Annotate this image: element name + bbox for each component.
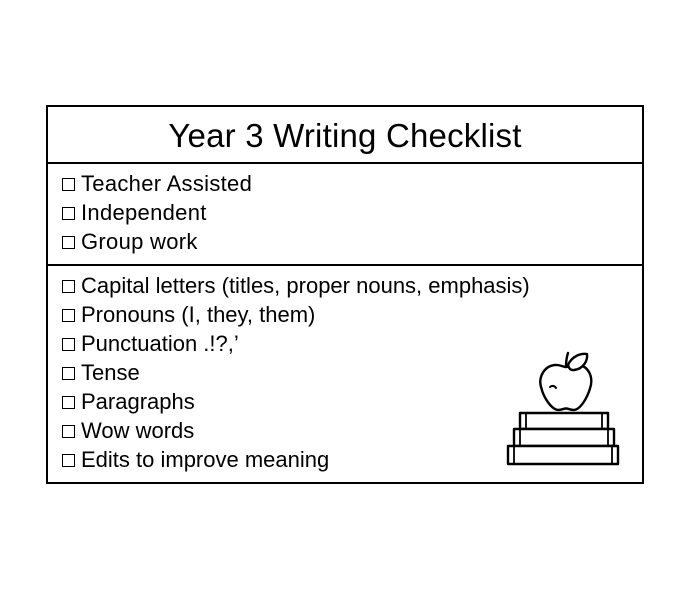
checkbox-edits-to-improve-meaning[interactable] <box>62 454 75 467</box>
checkbox-group-work[interactable] <box>62 236 75 249</box>
page-title: Year 3 Writing Checklist <box>168 117 522 154</box>
list-item[interactable] <box>62 359 642 388</box>
list-item-label: Teacher Assisted <box>81 171 253 196</box>
checklist-card <box>46 105 644 484</box>
skills-section <box>48 266 642 482</box>
list-item[interactable] <box>62 170 642 199</box>
checkbox-teacher-assisted[interactable] <box>62 178 75 191</box>
list-item[interactable] <box>62 417 642 446</box>
list-item[interactable] <box>62 446 642 475</box>
checkbox-tense[interactable] <box>62 367 75 380</box>
list-item[interactable] <box>62 228 642 257</box>
list-item-label: Paragraphs <box>81 389 195 414</box>
list-item[interactable] <box>62 199 642 228</box>
mode-section <box>48 164 642 264</box>
checkbox-pronouns[interactable] <box>62 309 75 322</box>
checkbox-capital-letters[interactable] <box>62 280 75 293</box>
list-item-label: Capital letters (titles, proper nouns, emphasis) <box>81 273 530 298</box>
list-item-label: Tense <box>81 360 140 385</box>
checkbox-punctuation[interactable] <box>62 338 75 351</box>
list-item[interactable] <box>62 388 642 417</box>
list-item[interactable] <box>62 272 642 301</box>
list-item-label: Pronouns (I, they, them) <box>81 302 316 327</box>
list-item-label: Punctuation .!?,’ <box>81 331 239 356</box>
checkbox-independent[interactable] <box>62 207 75 220</box>
checkbox-paragraphs[interactable] <box>62 396 75 409</box>
checkbox-wow-words[interactable] <box>62 425 75 438</box>
list-item-label: Group work <box>81 229 198 254</box>
list-item-label: Independent <box>81 200 207 225</box>
list-item[interactable] <box>62 330 642 359</box>
list-item-label: Edits to improve meaning <box>81 447 330 472</box>
list-item[interactable] <box>62 301 642 330</box>
list-item-label: Wow words <box>81 418 195 443</box>
